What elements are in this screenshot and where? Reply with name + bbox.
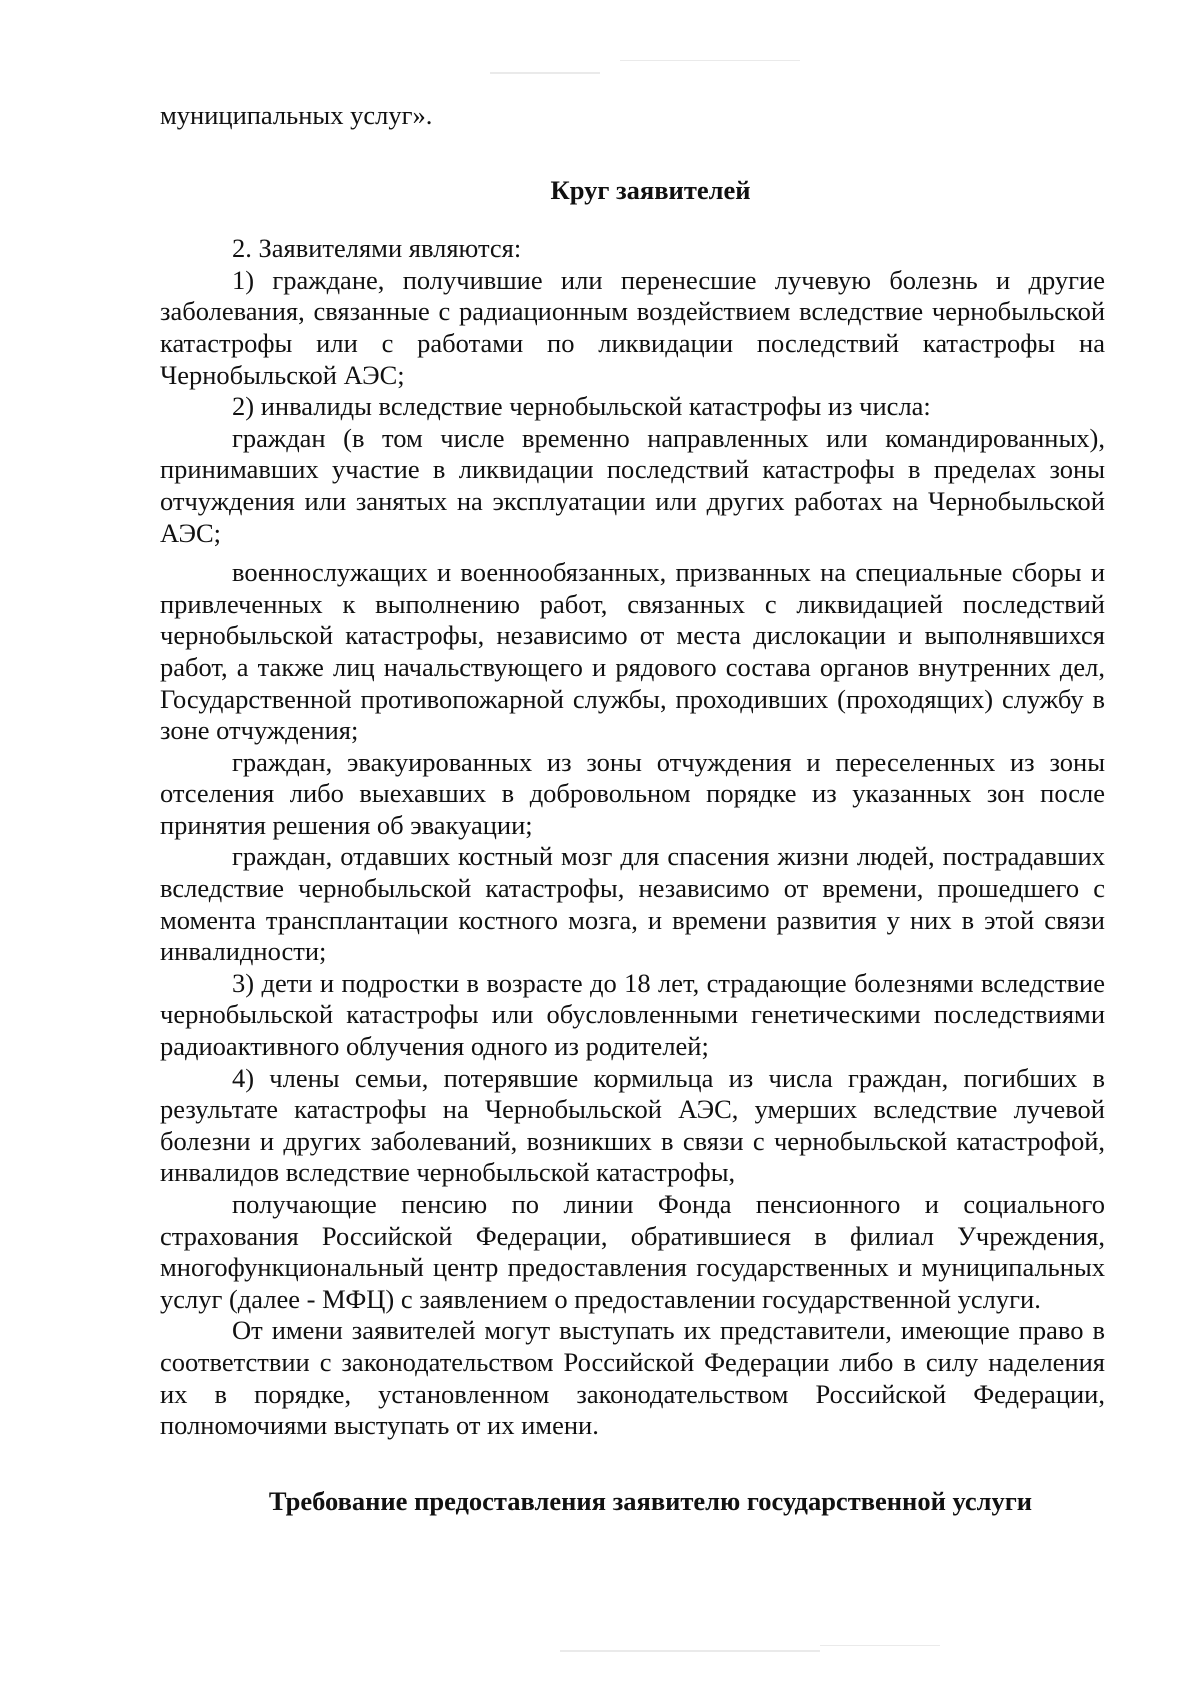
scan-noise (620, 60, 800, 61)
paragraph-pension-recipients: получающие пенсию по линии Фонда пенсионного и социального страхования Российской Федерации, обратившиеся в филиал Учреждения, многофункциональный центр предоставления государственных и муниципальных услуг (далее - МФЦ) с заявлением о предоставлении государственной услуги. (160, 1189, 1105, 1314)
paragraph-applicants-intro: 2. Заявителями являются: (232, 233, 522, 264)
paragraph-item-2-military: военнослужащих и военнообязанных, призванных на специальные сборы и привлеченных к выполнению работ, связанных с ликвидацией последствий чернобыльской катастрофы, независимо от места дислокации и выполнявшихся работ, а также лиц начальствующего и рядового состава органов внутренних дел, Государственной противопожарной службы, проходивших (проходящих) службу в зоне отчуждения; (160, 557, 1105, 746)
paragraph-representatives: От имени заявителей могут выступать их представители, имеющие право в соответствии с законодательством Российской Федерации либо в силу наделения их в порядке, установленном законодательством Российской Федерации, полномочиями выступать от их имени. (160, 1315, 1105, 1441)
document-body (160, 100, 1105, 1517)
paragraph-item-1: 1) граждане, получившие или перенесшие лучевую болезнь и другие заболевания, связанные с радиационным воздействием вследствие чернобыльской катастрофы или с работами по ликвидации последствий катастрофы на Чернобыльской АЭС; (160, 264, 1105, 390)
scan-noise (560, 1650, 820, 1652)
paragraph-item-2-evacuated: граждан, эвакуированных из зоны отчуждения и переселенных из зоны отселения либо выехавших в добровольном порядке из указанных зон после принятия решения об эвакуации; (160, 746, 1105, 840)
paragraph-item-2-citizens: граждан (в том числе временно направленных или командированных), принимавших участие в ликвидации последствий катастрофы в пределах зоны отчуждения или занятых на эксплуатации или других работах на Чернобыльской АЭС; (160, 422, 1105, 548)
scan-noise (820, 1645, 940, 1646)
opening-line: муниципальных услуг». (160, 100, 433, 130)
section-heading-requirement: Требование предоставления заявителю государственной услуги (268, 1485, 1033, 1516)
scan-noise (490, 72, 600, 74)
paragraph-item-4: 4) члены семьи, потерявшие кормильца из числа граждан, погибших в результате катастрофы на Чернобыльской АЭС, умерших вследствие лучевой болезни и других заболеваний, возникших в связи с чернобыльской катастрофой, инвалидов вследствие чернобыльской катастрофы, (160, 1062, 1105, 1188)
paragraph-item-3: 3) дети и подростки в возрасте до 18 лет, страдающие болезнями вследствие чернобыльской катастрофы или обусловленными генетическими последствиями радиоактивного облучения одного из родителей; (160, 967, 1105, 1062)
paragraph-item-2-donors: граждан, отдавших костный мозг для спасения жизни людей, пострадавших вследствие чернобыльской катастрофы, независимо от времени, прошедшего с момента трансплантации костного мозга, и времени развития у них в этой связи инвалидности; (160, 841, 1105, 967)
section-heading-applicants: Круг заявителей (550, 174, 751, 205)
paragraph-item-2: 2) инвалиды вследствие чернобыльской катастрофы из числа: (232, 391, 931, 422)
